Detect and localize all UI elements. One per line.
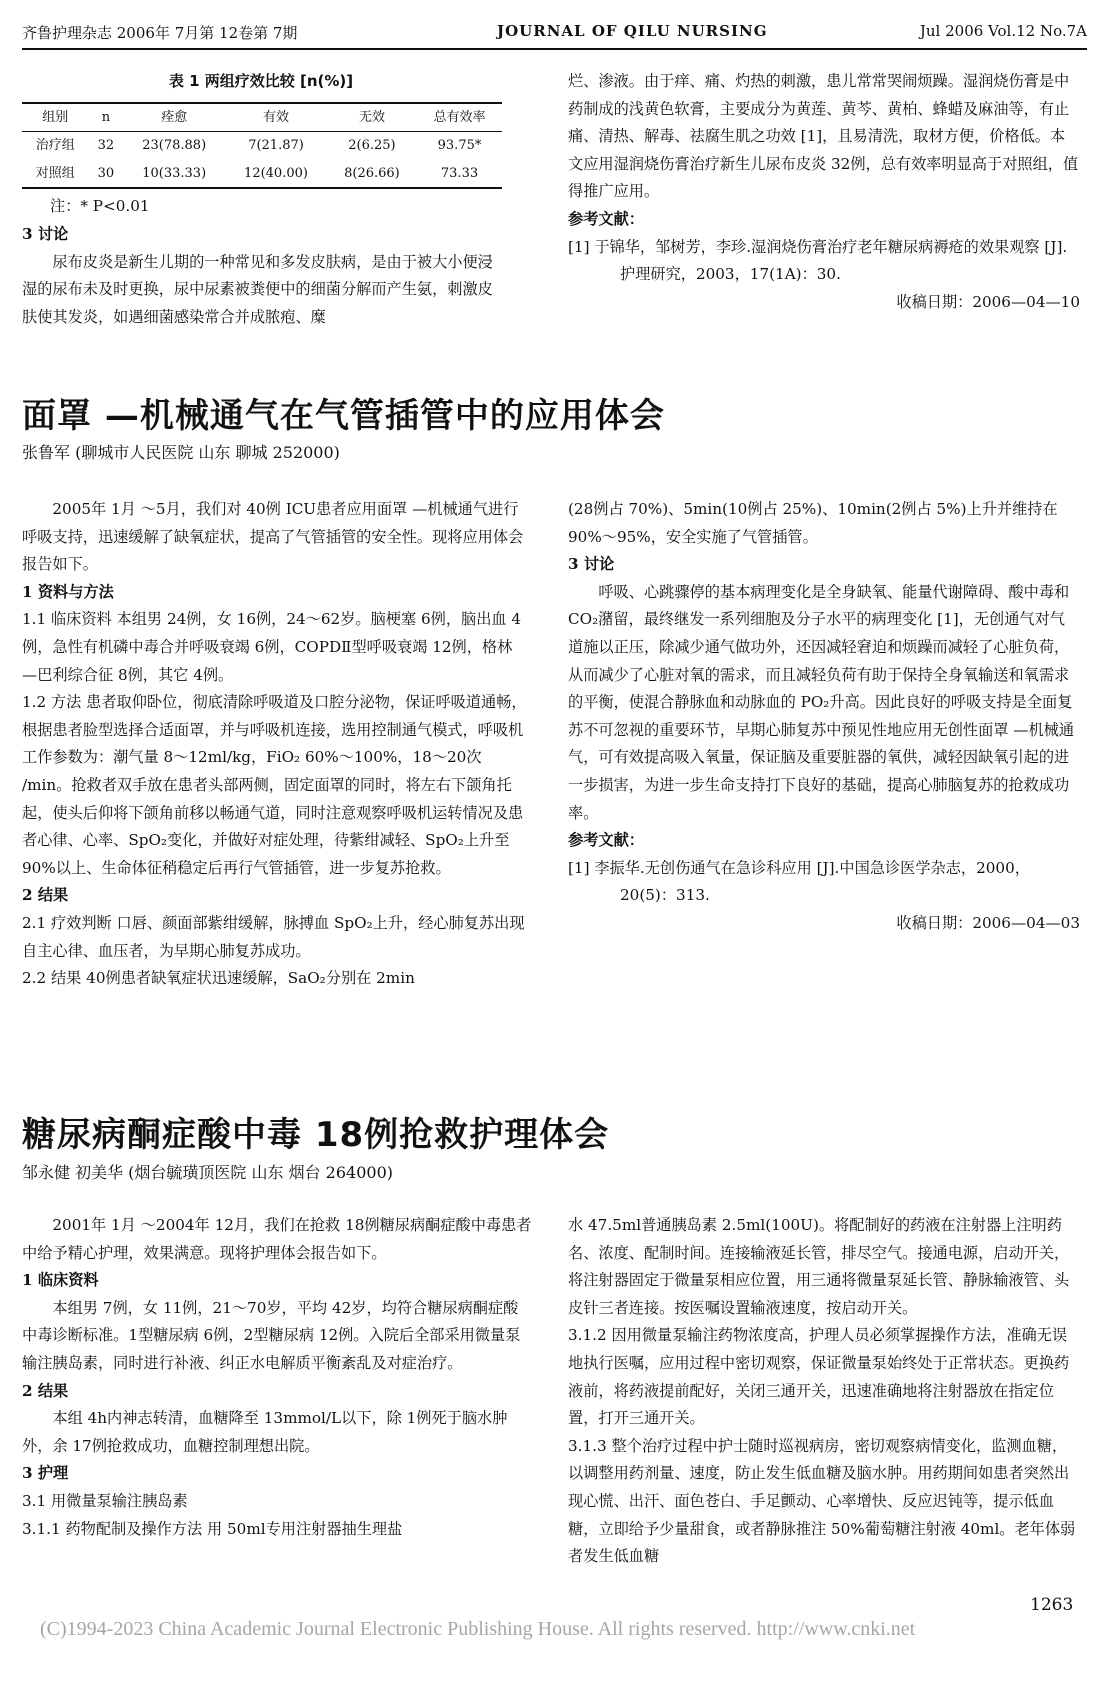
paragraph: (28例占 70%)、5min(10例占 25%)、10min(2例占 5%)上升并维持在 90%～95%，安全实施了气管插管。 (568, 500, 1058, 546)
running-header (22, 20, 1087, 50)
paragraph: 1.2 方法 患者取仰卧位，彻底清除呼吸道及口腔分泌物，保证呼吸道通畅，根据患者脸型选择合适面罩，并与呼吸机连接，选用控制通气模式，呼吸机工作参数为：潮气量 8～12ml/kg，FiO₂ 60%～100%，18～20次 /min。抢救者双手放在患者头部两侧，固定面罩的同时，将左右下颌角托起，使头后仰将下颌角前移以畅通气道，同时注意观察呼吸机运转情况及患者心律、心率、SpO₂变化，并做好对症处理，待紫绀减轻、SpO₂上升至 90%以上、生命体征稍稳定后再行气管插管，进一步复苏抢救。 (22, 693, 527, 877)
top-left-column (22, 68, 500, 331)
section-heading: 3 讨论 (22, 224, 69, 243)
table-caption: 表 1 两组疗效比较 [n(%)] (168, 72, 354, 90)
reference-item: [1] 于锦华，邹树芳，李珍.湿润烧伤膏治疗老年糖尿病褥疮的效果观察 [J].护理研究，2003，17(1A)：30. (568, 237, 1068, 284)
article-authors: 邹永健 初美华 (烟台毓璜顶医院 山东 烟台 264000) (22, 1163, 393, 1182)
subsection-heading: 3.1 用微量泵输注胰岛素 (22, 1491, 188, 1510)
paragraph: 2005年 1月 ～5月，我们对 40例 ICU患者应用面罩 —机械通气进行呼吸支持，迅速缓解了缺氧症状，提高了气管插管的安全性。现将应用体会报告如下。 (22, 500, 524, 574)
article2-right-column (568, 1212, 1080, 1571)
section-heading: 2 结果 (22, 1381, 69, 1400)
paragraph: 2.1 疗效判断 口唇、颜面部紫绀缓解，脉搏血 SpO₂上升，经心肺复苏出现自主心律、血压者，为早期心肺复苏成功。 (22, 913, 525, 960)
article-title: 糖尿病酮症酸中毒 18例抢救护理体会 (22, 1115, 610, 1155)
section-heading: 1 资料与方法 (22, 582, 114, 601)
paragraph: 3.1.2 因用微量泵输注药物浓度高，护理人员必须掌握操作方法，准确无误地执行医嘱，应用过程中密切观察，保证微量泵始终处于正常状态。更换药液前，将药液提前配好，关闭三通开关，迅速准确地将注射器放在指定位置，打开三通开关。 (568, 1326, 1070, 1428)
table-header-cell: 无效 (327, 103, 417, 132)
section-heading: 1 临床资料 (22, 1271, 99, 1290)
table-cell: 32 (97, 138, 115, 154)
paragraph: 3.1.1 药物配制及操作方法 用 50ml专用注射器抽生理盐 (22, 1519, 403, 1538)
paragraph: 尿布皮炎是新生儿期的一种常见和多发皮肤病，是由于被大小便浸湿的尿布未及时更换，尿中尿素被粪便中的细菌分解而产生氨，刺激皮肤使其发炎，如遇细菌感染常合并成脓疱、糜 (22, 252, 493, 326)
article-title: 面罩 —机械通气在气管插管中的应用体会 (22, 396, 665, 436)
paragraph: 本组男 7例，女 11例，21～70岁，平均 42岁，均符合糖尿病酮症酸中毒诊断标准。1型糖尿病 6例，2型糖尿病 12例。入院后全部采用微量泵输注胰岛素，同时进行补液、纠正水电解质平衡紊乱及对症治疗。 (22, 1298, 521, 1372)
table-note: 注：* P<0.01 (50, 197, 150, 216)
paragraph: 水 47.5ml普通胰岛素 2.5ml(100U)。将配制好的药液在注射器上注明药名、浓度、配制时间。连接输液延长管，排尽空气。接通电源，启动开关，将注射器固定于微量泵相应位置，用三通将微量泵延长管、静脉输液管、头皮针三者连接。按医嘱设置输液速度，按启动开关。 (568, 1216, 1070, 1317)
table-cell: 23(78.88) (142, 138, 207, 154)
table-cell: 治疗组 (35, 138, 75, 154)
section-heading: 3 讨论 (568, 555, 615, 574)
paragraph: 3.1.3 整个治疗过程中护士随时巡视病房，密切观察病情变化，监测血糖，以调整用药剂量、速度，防止发生低血糖及脑水肿。用药期间如患者突然出现心慌、出汗、面色苍白、手足颤动、心率增快、反应迟钝等，提示低血糖，立即给予少量甜食，或者静脉推注 50%葡萄糖注射液 40ml。老年体弱者发生低血糖 (568, 1436, 1076, 1566)
section-heading: 2 结果 (22, 886, 69, 905)
paragraph: 2.2 结果 40例患者缺氧症状迅速缓解，SaO₂分别在 2min (22, 969, 415, 988)
table-header-cell: 总有效率 (417, 103, 502, 132)
table-cell: 7(21.87) (248, 138, 304, 154)
paragraph: 烂、渗液。由于痒、痛、灼热的刺激，患儿常常哭闹烦躁。湿润烧伤膏是中药制成的浅黄色软膏，主要成分为黄莲、黄芩、黄柏、蜂蜡及麻油等，有止痛、清热、解毒、祛腐生肌之功效 [1]，且易清洗，取材方便，价格低。本文应用湿润烧伤膏治疗新生儿尿布皮炎 32例，总有效率明显高于对照组，值得推广应用。 (568, 72, 1079, 201)
article-authors: 张鲁军 (聊城市人民医院 山东 聊城 252000) (22, 443, 340, 462)
table-cell: 93.75* (437, 138, 482, 154)
top-right-column (568, 68, 1080, 316)
journal-name-cn: 齐鲁护理杂志 2006年 7月第 12卷第 7期 (22, 24, 298, 42)
references-heading: 参考文献： (568, 831, 644, 850)
table-cell: 8(26.66) (327, 160, 417, 189)
table-row (22, 132, 502, 160)
copyright-notice: (C)1994-2023 China Academic Journal Electronic Publishing House. All rights reserved. http://www.cnki.net (40, 1618, 916, 1640)
reference-item: [1] 李振华.无创伤通气在急诊科应用 [J].中国急诊医学杂志，2000，20(5)：313. (568, 858, 1030, 905)
section-heading: 3 护理 (22, 1464, 69, 1483)
efficacy-table (22, 102, 502, 190)
table-row (22, 160, 502, 189)
table-cell: 2(6.25) (348, 138, 396, 154)
received-date: 收稿日期：2006—04—10 (896, 292, 1080, 311)
table-cell: 73.33 (417, 160, 502, 189)
paragraph: 呼吸、心跳骤停的基本病理变化是全身缺氧、能量代谢障碍、酸中毒和 CO₂潴留，最终继发一系列细胞及分子水平的病理变化 [1]，无创通气对气道施以正压，除减少通气做功外，还因减轻窘迫和烦躁而减轻了心脏负荷，从而减少了心脏对氧的需求，而且减轻负荷有助于保持全身氧输送和氧需求的平衡，使混合静脉血和动脉血的 PO₂升高。因此良好的呼吸支持是全面复苏不可忽视的重要环节，早期心肺复苏中预见性地应用无创性面罩 —机械通气，可有效提高吸入氧量，保证脑及重要脏器的氧供，减轻因缺氧引起的进一步损害，为进一步生命支持打下良好的基础，提高心肺脑复苏的抢救成功率。 (568, 582, 1075, 822)
table-cell: 12(40.00) (225, 160, 327, 189)
page-number: 1263 (1030, 1595, 1074, 1615)
references-heading: 参考文献： (568, 209, 644, 228)
table-cell: 30 (89, 160, 124, 189)
table-header-cell: 有效 (225, 103, 327, 132)
table-header-cell: 组别 (22, 103, 89, 132)
article1-left-column (22, 496, 532, 993)
table-cell: 10(33.33) (123, 160, 225, 189)
article2-left-column (22, 1212, 532, 1543)
paragraph: 1.1 临床资料 本组男 24例，女 16例，24～62岁。脑梗塞 6例，脑出血 4例，急性有机磷中毒合并呼吸衰竭 6例，COPDⅡ型呼吸衰竭 12例，格林 —巴利综合征 8例，其它 4例。 (22, 610, 522, 684)
paragraph: 本组 4h内神志转清，血糖降至 13mmol/L以下，除 1例死于脑水肿外，余 17例抢救成功，血糖控制理想出院。 (22, 1409, 508, 1455)
journal-name-en: JOURNAL OF QILU NURSING (497, 22, 768, 40)
table-header-row (22, 103, 502, 132)
table-header-cell: n (89, 103, 124, 132)
received-date: 收稿日期：2006—04—03 (896, 913, 1080, 932)
table-cell: 对照组 (22, 160, 89, 189)
paragraph: 2001年 1月 ～2004年 12月，我们在抢救 18例糖尿病酮症酸中毒患者中给予精心护理，效果满意。现将护理体会报告如下。 (22, 1216, 532, 1262)
article1-right-column (568, 496, 1080, 938)
issue-info: Jul 2006 Vol.12 No.7A (919, 22, 1087, 40)
table-header-cell: 痊愈 (123, 103, 225, 132)
